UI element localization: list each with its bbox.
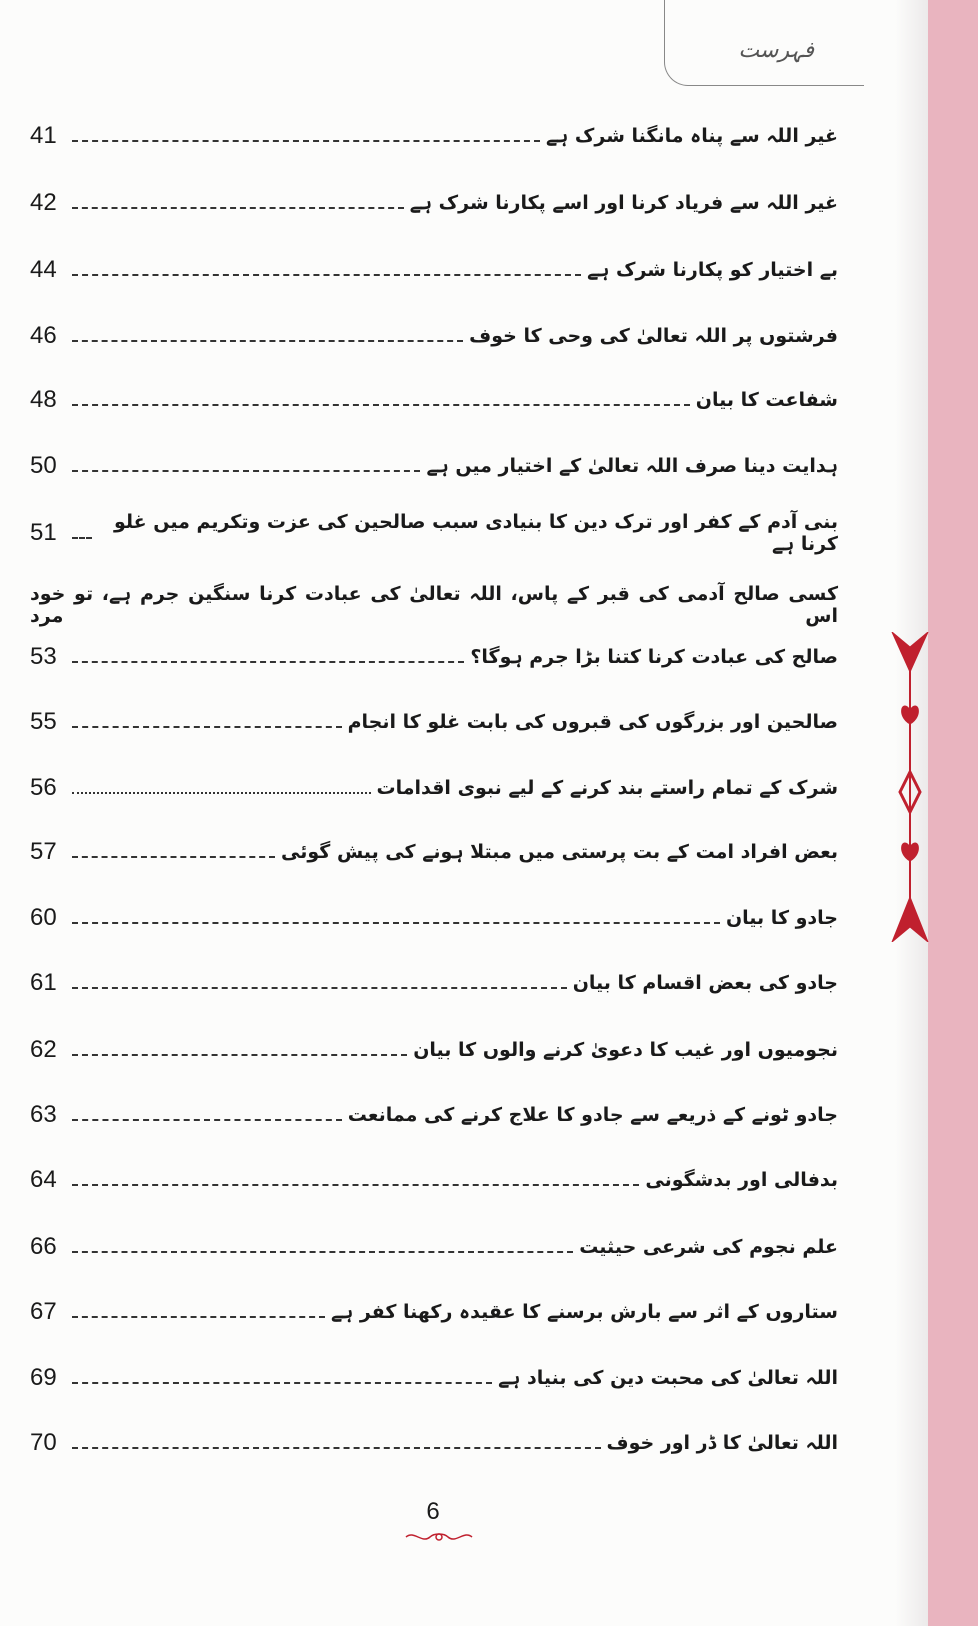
page-number: 6 [426, 1498, 440, 1525]
toc-entry [30, 250, 838, 290]
toc-entry [30, 116, 838, 156]
dot-leader [72, 1119, 342, 1121]
toc-entry [30, 1423, 838, 1463]
toc-entry [30, 1160, 838, 1200]
toc-entry-page: 61 [30, 969, 57, 996]
toc-entry [30, 637, 838, 677]
toc-entry [30, 1358, 838, 1398]
toc-entry-page: 51 [30, 519, 57, 546]
dot-leader [72, 404, 690, 406]
toc-entry-title: بدفالی اور بدشگونی [645, 1169, 838, 1191]
dot-leader [72, 1054, 407, 1056]
header-box [664, 0, 864, 86]
toc-entry-page: 50 [30, 452, 57, 479]
toc-entry-title: بعض افراد امت کے بت پرستی میں مبتلا ہونے کی پیش گوئی [281, 841, 838, 863]
toc-entry-title: فرشتوں پر اللہ تعالیٰ کی وحی کا خوف [469, 325, 838, 347]
toc-entry-page: 64 [30, 1166, 57, 1193]
toc-entry-page: 55 [30, 708, 57, 735]
toc-entry [30, 446, 838, 486]
dot-leader [72, 1316, 325, 1318]
page-title: فہرست [738, 38, 814, 63]
toc-entry [30, 380, 838, 420]
toc-entry [30, 1095, 838, 1135]
toc-entry [30, 832, 838, 872]
toc-entry [30, 183, 838, 223]
toc-entry [30, 1030, 838, 1070]
pink-margin-strip [928, 0, 978, 1626]
toc-entry-title: نجومیوں اور غیب کا دعویٰ کرنے والوں کا بیان [413, 1039, 838, 1061]
toc-entry [30, 316, 838, 356]
toc-entry [30, 1292, 838, 1332]
dot-leader [72, 1184, 639, 1186]
toc-entry [30, 768, 838, 808]
toc-entry-title: غیر اللہ سے فریاد کرنا اور اسے پکارنا شرک ہے [409, 192, 838, 214]
toc-entry [30, 898, 838, 938]
toc-entry-title: شفاعت کا بیان [695, 389, 838, 411]
decorative-ornament-icon [890, 632, 930, 942]
dot-leader [72, 726, 342, 728]
dot-leader [72, 1447, 601, 1449]
dot-leader [72, 274, 581, 276]
dot-leader [72, 537, 92, 539]
toc-entry-title: علم نجوم کی شرعی حیثیت [579, 1236, 838, 1258]
dot-leader [72, 207, 404, 209]
toc-entry-title: جادو ٹونے کے ذریعے سے جادو کا علاج کرنے کی ممانعت [347, 1104, 838, 1126]
dot-leader [72, 661, 464, 663]
toc-entry-title: جادو کی بعض اقسام کا بیان [572, 972, 838, 994]
toc-entry-title: اللہ تعالیٰ کی محبت دین کی بنیاد ہے [498, 1367, 838, 1389]
toc-entry-page: 60 [30, 904, 57, 931]
toc-entry [30, 1227, 838, 1267]
toc-entry-title: ستاروں کے اثر سے بارش برسنے کا عقیدہ رکھنا کفر ہے [330, 1301, 838, 1323]
toc-entry-page: 62 [30, 1036, 57, 1063]
toc-entry [30, 702, 838, 742]
toc-entry-page: 56 [30, 774, 57, 801]
dot-leader [72, 922, 720, 924]
dot-leader [72, 1382, 492, 1384]
toc-entry-title: جادو کا بیان [725, 907, 838, 929]
toc-entry-title: شرک کے تمام راستے بند کرنے کے لیے نبوی اقدامات [376, 777, 838, 799]
dot-leader [72, 140, 540, 142]
toc-entry-page: 69 [30, 1364, 57, 1391]
toc-entry-page: 57 [30, 838, 57, 865]
dot-leader [72, 856, 275, 858]
toc-entry-page: 42 [30, 189, 57, 216]
dot-leader [72, 470, 420, 472]
toc-entry-title: ہدایت دینا صرف اللہ تعالیٰ کے اختیار میں ہے [426, 455, 838, 477]
toc-entry-page: 48 [30, 386, 57, 413]
toc-entry-title: غیر اللہ سے پناہ مانگنا شرک ہے [546, 125, 838, 147]
dot-leader [72, 792, 371, 794]
toc-entry-line: کسی صالح آدمی کی قبر کے پاس، اللہ تعالیٰ کی عبادت کرنا سنگین جرم ہے، تو خود اس مرد [30, 583, 838, 627]
toc-entry-page: 46 [30, 322, 57, 349]
dot-leader [72, 340, 463, 342]
toc-entry-title: بنی آدم کے کفر اور ترک دین کا بنیادی سبب صالحین کی عزت وتکریم میں غلو کرنا ہے [113, 511, 838, 555]
toc-entry-page: 41 [30, 122, 57, 149]
toc-entry-page: 63 [30, 1101, 57, 1128]
toc-entry [30, 511, 838, 555]
footer-flourish-icon [404, 1530, 474, 1544]
toc-entry-title: صالحین اور بزرگوں کی قبروں کی بابت غلو کا انجام [347, 711, 838, 733]
toc-entry-title: صالح کی عبادت کرنا کتنا بڑا جرم ہوگا؟ [470, 646, 838, 668]
toc-entry-page: 66 [30, 1233, 57, 1260]
toc-entry-page: 67 [30, 1298, 57, 1325]
toc-entry-page: 53 [30, 643, 57, 670]
dot-leader [72, 1251, 573, 1253]
toc-entry-title: اللہ تعالیٰ کا ڈر اور خوف [606, 1432, 838, 1454]
toc-entry-page: 70 [30, 1429, 57, 1456]
toc-entry-page: 44 [30, 256, 57, 283]
toc-entry [30, 963, 838, 1003]
toc-entry-title: بے اختیار کو پکارنا شرک ہے [587, 259, 838, 281]
dot-leader [72, 987, 567, 989]
